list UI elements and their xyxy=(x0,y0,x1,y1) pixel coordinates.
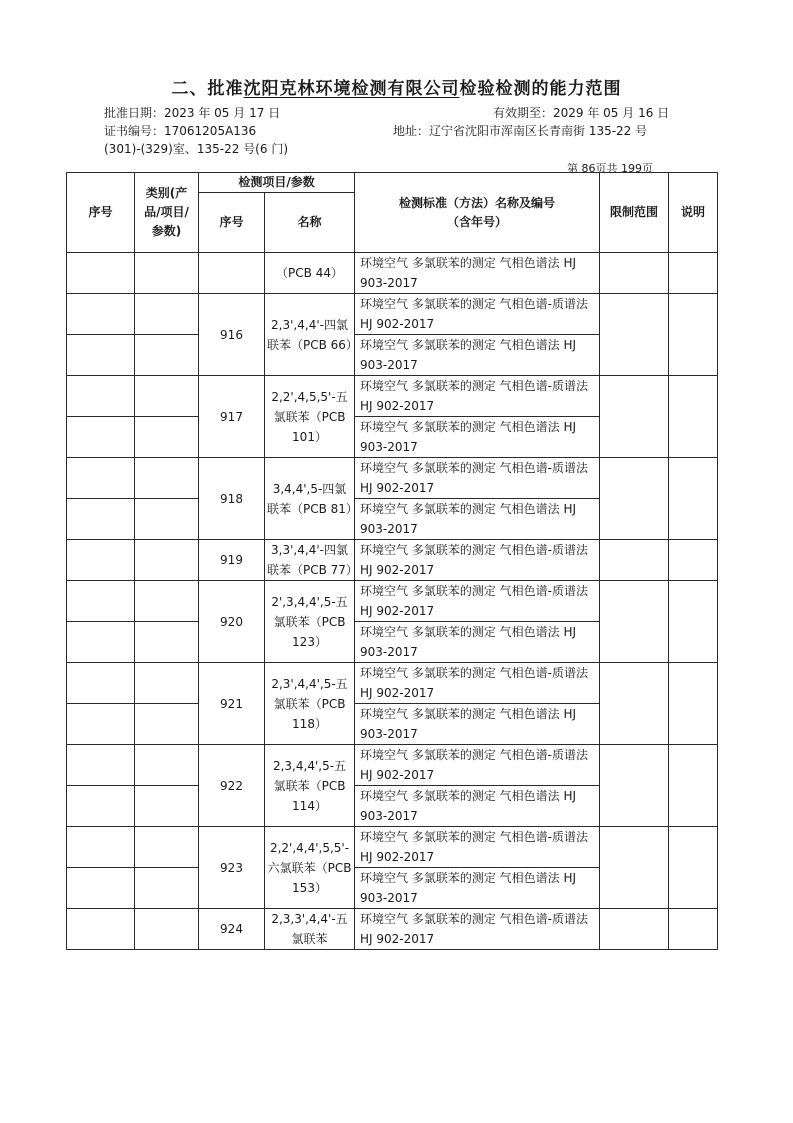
limit-cell xyxy=(600,745,669,827)
row-seq-cell xyxy=(67,294,135,335)
table-row xyxy=(67,663,718,704)
row-category-cell xyxy=(135,294,199,335)
title-prefix: 二、批准 xyxy=(171,79,244,99)
limit-cell xyxy=(600,294,669,376)
header-item-group: 检测项目/参数 xyxy=(199,173,355,193)
row-seq-cell xyxy=(67,417,135,458)
valid-until: 有效期至：2029 年 05 月 16 日 xyxy=(493,106,670,120)
row-seq-cell xyxy=(67,540,135,581)
item-seq: 920 xyxy=(199,581,265,663)
item-name: 2,3,4,4',5-五氯联苯（PCB 114） xyxy=(265,745,355,827)
address: 地址：辽宁省沈阳市浑南区长青南街 135-22 号 xyxy=(393,124,648,138)
row-seq-cell xyxy=(67,458,135,499)
note-cell xyxy=(669,376,718,458)
standard-cell: 环境空气 多氯联苯的测定 气相色谱法 HJ 903-2017 xyxy=(355,868,600,909)
standard-cell: 环境空气 多氯联苯的测定 气相色谱-质谱法 HJ 902-2017 xyxy=(355,458,600,499)
table-row xyxy=(67,745,718,786)
row-seq-cell xyxy=(67,909,135,950)
item-name: 3,4,4',5-四氯联苯（PCB 81） xyxy=(265,458,355,540)
header-category: 类别(产品/项目/参数) xyxy=(135,173,199,253)
item-seq: 924 xyxy=(199,909,265,950)
item-name: 2',3,4,4',5-五氯联苯（PCB 123） xyxy=(265,581,355,663)
table-row xyxy=(67,540,718,581)
row-seq-cell xyxy=(67,868,135,909)
note-cell xyxy=(669,540,718,581)
limit-cell xyxy=(600,827,669,909)
note-cell xyxy=(669,663,718,745)
item-seq: 917 xyxy=(199,376,265,458)
cert-number: 证书编号：17061205A136 xyxy=(104,124,257,138)
page-number: 第 86页共 199页 xyxy=(567,162,653,175)
limit-cell xyxy=(600,663,669,745)
row-seq-cell xyxy=(67,827,135,868)
row-category-cell xyxy=(135,581,199,622)
item-seq: 918 xyxy=(199,458,265,540)
row-seq-cell xyxy=(67,335,135,376)
limit-cell xyxy=(600,581,669,663)
standard-cell: 环境空气 多氯联苯的测定 气相色谱-质谱法 HJ 902-2017 xyxy=(355,827,600,868)
limit-cell xyxy=(600,909,669,950)
item-name: 2,3',4,4'-四氯联苯（PCB 66） xyxy=(265,294,355,376)
limit-cell xyxy=(600,458,669,540)
address-continued: (301)-(329)室、135-22 号(6 门) xyxy=(104,142,288,156)
standard-cell: 环境空气 多氯联苯的测定 气相色谱-质谱法 HJ 902-2017 xyxy=(355,376,600,417)
standard-cell: 环境空气 多氯联苯的测定 气相色谱法 HJ 903-2017 xyxy=(355,704,600,745)
standard-cell: 环境空气 多氯联苯的测定 气相色谱-质谱法 HJ 902-2017 xyxy=(355,294,600,335)
row-seq-cell xyxy=(67,581,135,622)
item-name: 3,3',4,4'-四氯联苯（PCB 77） xyxy=(265,540,355,581)
header-item-seq: 序号 xyxy=(199,193,265,253)
row-seq-cell xyxy=(67,622,135,663)
header-standard: 检测标准（方法）名称及编号（含年号） xyxy=(355,173,600,253)
item-seq: 923 xyxy=(199,827,265,909)
header-item-name: 名称 xyxy=(265,193,355,253)
row-category-cell xyxy=(135,335,199,376)
page-title xyxy=(0,74,793,99)
table-row xyxy=(67,253,718,294)
standard-cell: 环境空气 多氯联苯的测定 气相色谱法 HJ 903-2017 xyxy=(355,622,600,663)
row-category-cell xyxy=(135,827,199,868)
row-category-cell xyxy=(135,458,199,499)
table-row xyxy=(67,827,718,868)
standard-cell: 环境空气 多氯联苯的测定 气相色谱-质谱法 HJ 902-2017 xyxy=(355,581,600,622)
note-cell xyxy=(669,581,718,663)
row-seq-cell xyxy=(67,704,135,745)
item-name: 2,2',4,5,5'-五氯联苯（PCB 101） xyxy=(265,376,355,458)
standard-cell: 环境空气 多氯联苯的测定 气相色谱-质谱法 HJ 902-2017 xyxy=(355,745,600,786)
standard-cell: 环境空气 多氯联苯的测定 气相色谱法 HJ 903-2017 xyxy=(355,417,600,458)
row-seq-cell xyxy=(67,663,135,704)
standard-cell: 环境空气 多氯联苯的测定 气相色谱法 HJ 903-2017 xyxy=(355,253,600,294)
limit-cell xyxy=(600,376,669,458)
header-limit: 限制范围 xyxy=(600,173,669,253)
note-cell xyxy=(669,458,718,540)
row-category-cell xyxy=(135,663,199,704)
title-suffix: 检验检测的能力范围 xyxy=(459,79,622,99)
row-seq-cell xyxy=(67,376,135,417)
row-category-cell xyxy=(135,417,199,458)
row-category-cell xyxy=(135,745,199,786)
item-seq: 921 xyxy=(199,663,265,745)
table-row xyxy=(67,581,718,622)
approval-date: 批准日期：2023 年 05 月 17 日 xyxy=(104,106,281,120)
row-category-cell xyxy=(135,376,199,417)
note-cell xyxy=(669,909,718,950)
capability-table xyxy=(66,172,718,950)
note-cell xyxy=(669,294,718,376)
title-company: 沈阳克林环境检测有限公司 xyxy=(243,79,460,99)
table-row xyxy=(67,458,718,499)
table-body xyxy=(67,253,718,950)
row-category-cell xyxy=(135,909,199,950)
header-note: 说明 xyxy=(669,173,718,253)
row-category-cell xyxy=(135,499,199,540)
note-cell xyxy=(669,745,718,827)
item-name: 2,2',4,4',5,5'-六氯联苯（PCB 153） xyxy=(265,827,355,909)
row-category-cell xyxy=(135,540,199,581)
table-row xyxy=(67,294,718,335)
row-category-cell xyxy=(135,868,199,909)
standard-cell: 环境空气 多氯联苯的测定 气相色谱法 HJ 903-2017 xyxy=(355,499,600,540)
item-seq: 922 xyxy=(199,745,265,827)
standard-cell: 环境空气 多氯联苯的测定 气相色谱-质谱法 HJ 902-2017 xyxy=(355,909,600,950)
row-seq-cell xyxy=(67,499,135,540)
item-seq: 916 xyxy=(199,294,265,376)
item-name: 2,3,3',4,4'-五氯联苯 xyxy=(265,909,355,950)
row-seq-cell xyxy=(67,786,135,827)
standard-cell: 环境空气 多氯联苯的测定 气相色谱法 HJ 903-2017 xyxy=(355,335,600,376)
limit-cell xyxy=(600,540,669,581)
standard-cell: 环境空气 多氯联苯的测定 气相色谱-质谱法 HJ 902-2017 xyxy=(355,663,600,704)
row-category-cell xyxy=(135,622,199,663)
note-cell xyxy=(669,827,718,909)
item-seq: 919 xyxy=(199,540,265,581)
item-name: （PCB 44） xyxy=(265,253,355,294)
table-row xyxy=(67,909,718,950)
table-row xyxy=(67,376,718,417)
item-name: 2,3',4,4',5-五氯联苯（PCB 118） xyxy=(265,663,355,745)
standard-cell: 环境空气 多氯联苯的测定 气相色谱法 HJ 903-2017 xyxy=(355,786,600,827)
row-seq-cell xyxy=(67,745,135,786)
row-category-cell xyxy=(135,704,199,745)
header-seq: 序号 xyxy=(67,173,135,253)
row-category-cell xyxy=(135,786,199,827)
standard-cell: 环境空气 多氯联苯的测定 气相色谱-质谱法 HJ 902-2017 xyxy=(355,540,600,581)
